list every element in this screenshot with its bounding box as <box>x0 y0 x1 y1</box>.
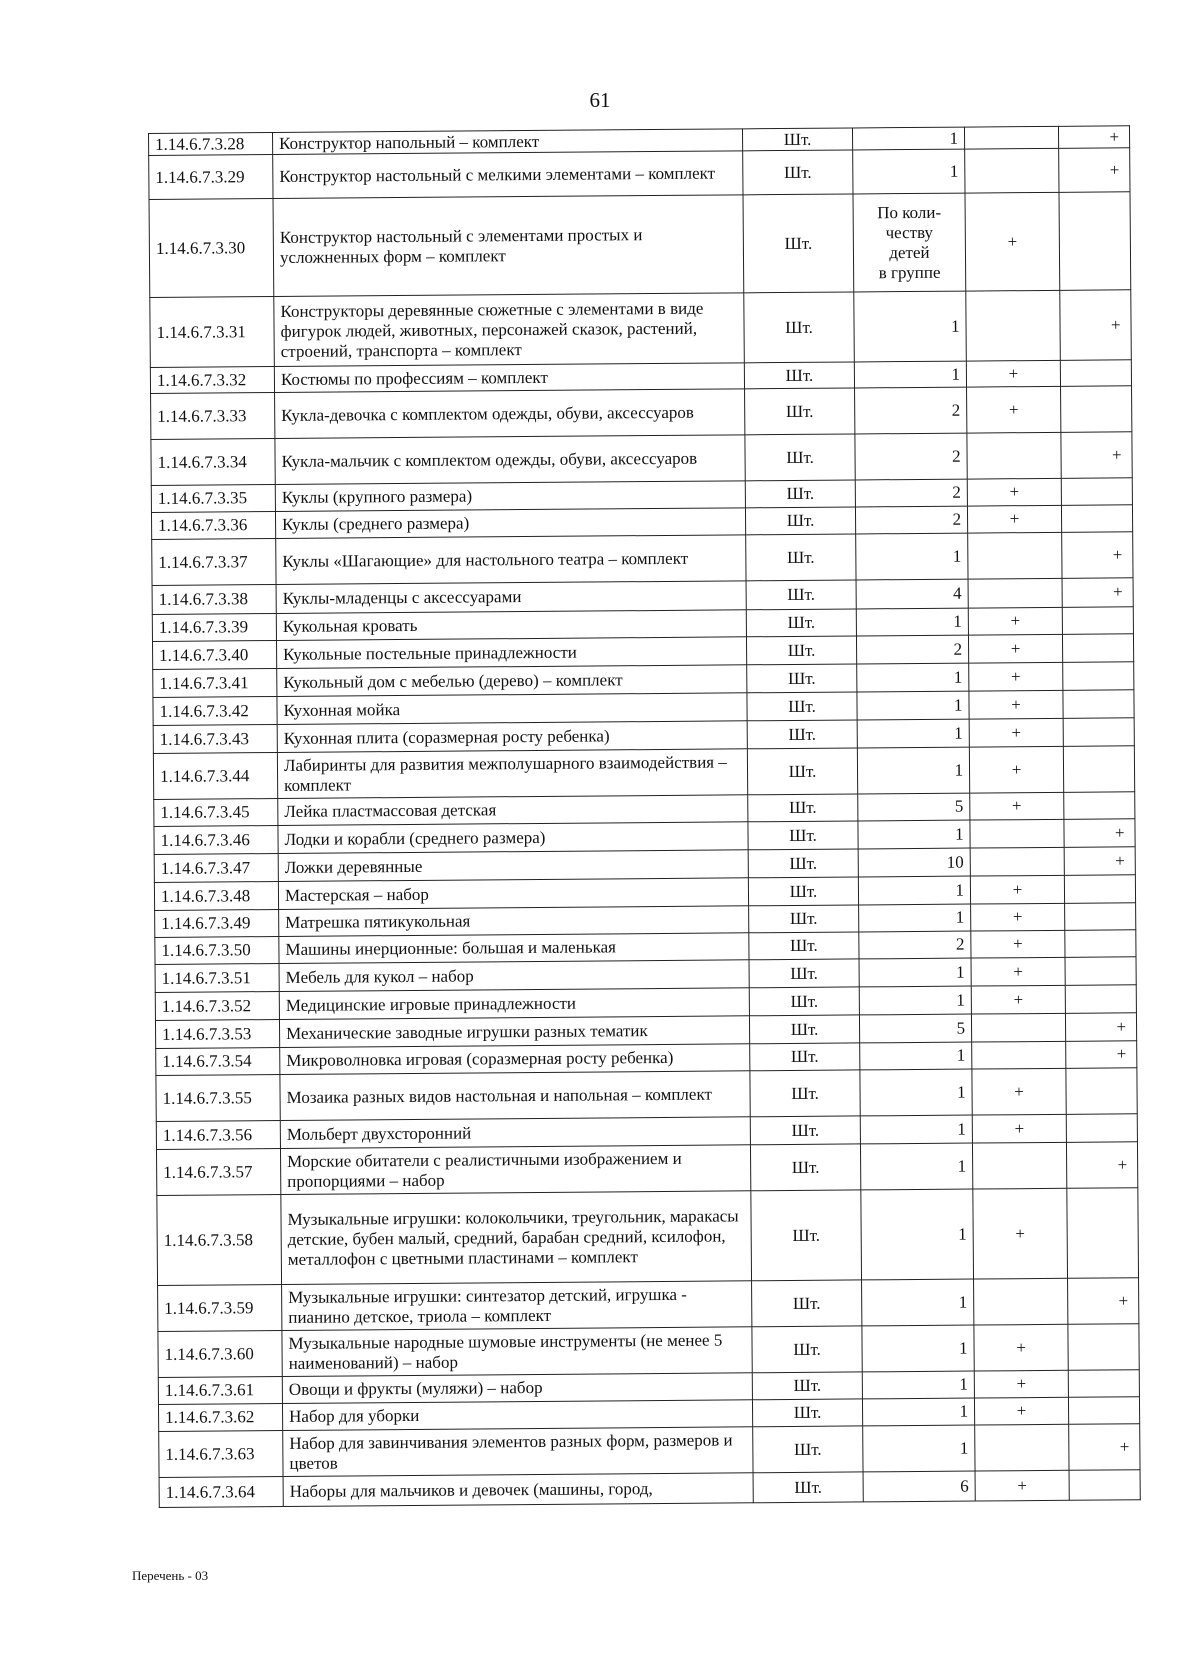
item-mark-required <box>971 1013 1065 1042</box>
item-mark-required: + <box>968 607 1062 635</box>
item-mark-required <box>968 532 1062 579</box>
item-quantity: 1 <box>852 127 964 150</box>
item-unit: Шт. <box>752 1399 862 1427</box>
table-row <box>156 1142 1137 1196</box>
item-code: 1.14.6.7.3.33 <box>151 393 275 440</box>
item-mark-required <box>970 819 1064 848</box>
item-name: Кухонная мойка <box>277 693 747 725</box>
item-mark-optional <box>1069 1470 1140 1501</box>
item-quantity: 1 <box>863 1425 975 1472</box>
item-quantity: 1 <box>862 1279 974 1326</box>
item-mark-required: + <box>971 903 1065 931</box>
item-unit: Шт. <box>750 1043 860 1071</box>
item-mark-optional <box>1062 607 1133 635</box>
item-name: Медицинские игровые принадлежности <box>279 988 749 1020</box>
item-mark-required: + <box>974 1397 1068 1425</box>
item-quantity: 4 <box>856 579 968 609</box>
item-quantity: 1 <box>860 1042 972 1070</box>
item-quantity: 1 <box>854 361 966 388</box>
item-unit: Шт. <box>751 1190 862 1281</box>
item-unit: Шт. <box>745 507 855 535</box>
item-unit: Шт. <box>742 128 852 151</box>
item-mark-optional <box>1061 478 1132 506</box>
item-name: Конструктор напольный – комплект <box>273 129 743 155</box>
item-name: Набор для уборки <box>282 1400 752 1431</box>
item-unit: Шт. <box>744 362 854 389</box>
table-row <box>153 746 1134 800</box>
item-name: Овощи и фрукты (муляжи) – набор <box>282 1373 752 1404</box>
item-mark-optional <box>1059 192 1131 291</box>
item-quantity: 1 <box>862 1398 974 1426</box>
item-name: Микроволновка игровая (соразмерная росту ребенка) <box>280 1044 750 1075</box>
item-code: 1.14.6.7.3.34 <box>151 439 275 486</box>
item-name: Конструктор настольный с элементами простых и усложненных форм – комплект <box>273 195 744 297</box>
item-mark-optional <box>1068 1370 1139 1398</box>
item-code: 1.14.6.7.3.55 <box>156 1074 280 1121</box>
page-number: 61 <box>589 88 611 112</box>
item-quantity: 1 <box>860 1069 972 1116</box>
item-mark-required: + <box>967 478 1061 506</box>
item-quantity: 1 <box>853 149 965 194</box>
item-code: 1.14.6.7.3.35 <box>151 485 275 513</box>
item-mark-required: + <box>973 1188 1068 1279</box>
item-name: Куклы (среднего размера) <box>275 508 745 539</box>
item-unit: Шт. <box>747 720 857 749</box>
item-name: Лабиринты для развития межполушарного взаимодействия – комплект <box>277 749 747 799</box>
table-row <box>159 1424 1140 1478</box>
item-mark-required: + <box>974 1370 1068 1398</box>
item-unit: Шт. <box>748 849 858 878</box>
item-mark-optional <box>1063 690 1134 719</box>
item-name: Ложки деревянные <box>278 850 748 882</box>
item-mark-required: + <box>967 386 1061 433</box>
item-mark-optional <box>1065 957 1136 986</box>
item-unit: Шт. <box>745 480 855 508</box>
item-mark-required <box>972 1041 1066 1069</box>
item-name: Лейка пластмассовая детская <box>278 795 748 826</box>
item-unit: Шт. <box>753 1426 863 1473</box>
item-code: 1.14.6.7.3.54 <box>156 1047 280 1075</box>
item-name: Музыкальные игрушки: синтезатор детский, игрушка - пианино детское, триола – комплект <box>282 1281 752 1331</box>
item-mark-required <box>970 847 1064 876</box>
item-code: 1.14.6.7.3.58 <box>157 1194 282 1285</box>
item-unit: Шт. <box>753 1472 863 1503</box>
item-code: 1.14.6.7.3.45 <box>154 799 278 827</box>
item-unit: Шт. <box>749 905 859 933</box>
item-quantity: 1 <box>857 691 969 720</box>
item-mark-optional <box>1060 360 1131 387</box>
item-unit: Шт. <box>749 1015 859 1044</box>
item-mark-optional: + <box>1066 1041 1137 1069</box>
item-unit: Шт. <box>747 748 857 795</box>
item-name: Машины инерционные: большая и маленькая <box>279 933 749 964</box>
item-quantity: 1 <box>857 719 969 748</box>
item-code: 1.14.6.7.3.28 <box>149 133 273 156</box>
item-mark-required: + <box>971 957 1065 986</box>
item-code: 1.14.6.7.3.37 <box>152 539 276 586</box>
item-quantity: 2 <box>855 479 967 507</box>
item-quantity: 1 <box>859 986 971 1015</box>
table-row <box>158 1324 1139 1378</box>
item-quantity: 1 <box>858 876 970 905</box>
item-mark-optional <box>1064 875 1135 904</box>
item-unit: Шт. <box>749 932 859 960</box>
item-unit: Шт. <box>745 434 855 481</box>
item-unit: Шт. <box>743 194 854 293</box>
item-code: 1.14.6.7.3.42 <box>153 697 277 726</box>
item-unit: Шт. <box>749 959 859 988</box>
item-quantity: 1 <box>860 1115 972 1144</box>
item-mark-optional: + <box>1066 1142 1137 1189</box>
item-quantity: 10 <box>858 848 970 877</box>
item-unit: Шт. <box>750 1116 860 1145</box>
item-code: 1.14.6.7.3.31 <box>150 297 275 368</box>
item-unit: Шт. <box>746 609 856 637</box>
table-row <box>157 1188 1139 1286</box>
item-name: Куклы-младенцы с аксессуарами <box>276 581 746 614</box>
item-mark-required: + <box>975 1470 1069 1501</box>
item-unit: Шт. <box>748 794 858 822</box>
item-quantity: 5 <box>859 1014 971 1043</box>
item-name: Механические заводные игрушки разных тематик <box>279 1016 749 1048</box>
table-row <box>152 532 1133 586</box>
item-code: 1.14.6.7.3.46 <box>154 826 278 855</box>
item-name: Куклы «Шагающие» для настольного театра – комплект <box>276 535 746 585</box>
item-unit: Шт. <box>747 692 857 721</box>
item-mark-optional: + <box>1061 432 1132 479</box>
item-quantity: 2 <box>855 387 967 434</box>
equipment-table-container <box>148 125 1140 1508</box>
item-mark-required: + <box>972 1068 1066 1115</box>
item-mark-required: + <box>966 360 1060 387</box>
item-quantity: 2 <box>859 931 971 959</box>
item-quantity: 1 <box>856 533 968 580</box>
item-quantity: 6 <box>863 1471 975 1502</box>
item-mark-required: + <box>969 718 1063 747</box>
table-row <box>150 290 1132 368</box>
item-mark-optional <box>1068 1397 1139 1425</box>
item-mark-optional <box>1065 985 1136 1014</box>
item-unit: Шт. <box>748 877 858 906</box>
item-mark-optional: + <box>1069 1424 1140 1471</box>
item-mark-optional <box>1063 662 1134 691</box>
item-mark-required: + <box>974 1324 1068 1371</box>
item-code: 1.14.6.7.3.62 <box>158 1403 282 1431</box>
item-quantity: По коли- честву детей в группе <box>853 193 966 292</box>
item-mark-required: + <box>970 792 1064 820</box>
item-mark-optional <box>1066 1114 1137 1143</box>
item-mark-optional <box>1061 505 1132 533</box>
item-mark-optional <box>1068 1324 1139 1371</box>
item-code: 1.14.6.7.3.38 <box>152 585 276 615</box>
item-name: Матрешка пятикукольная <box>279 906 749 937</box>
item-quantity: 1 <box>862 1371 974 1399</box>
item-code: 1.14.6.7.3.64 <box>159 1476 283 1507</box>
item-quantity: 2 <box>855 433 967 480</box>
item-code: 1.14.6.7.3.41 <box>153 669 277 698</box>
item-mark-optional: + <box>1062 578 1133 608</box>
item-name: Кухонная плита (соразмерная росту ребенка) <box>277 721 747 753</box>
item-name: Конструктор настольный с мелкими элементами – комплект <box>273 151 743 199</box>
item-code: 1.14.6.7.3.57 <box>156 1148 280 1195</box>
item-unit: Шт. <box>745 388 855 435</box>
item-mark-required <box>975 1424 1069 1471</box>
item-mark-required <box>965 148 1059 193</box>
table-row <box>149 192 1131 298</box>
item-mark-optional: + <box>1064 847 1135 876</box>
item-code: 1.14.6.7.3.30 <box>149 199 274 298</box>
footer-document-id: Перечень - 03 <box>132 1568 209 1583</box>
item-mark-optional: + <box>1060 290 1132 361</box>
item-quantity: 5 <box>858 793 970 821</box>
item-name: Кукла-девочка с комплектом одежды, обуви, аксессуаров <box>275 389 745 439</box>
item-code: 1.14.6.7.3.63 <box>159 1430 283 1477</box>
item-mark-optional <box>1066 1068 1137 1115</box>
item-mark-required: + <box>969 746 1063 793</box>
item-name: Куклы (крупного размера) <box>275 481 745 512</box>
item-code: 1.14.6.7.3.40 <box>152 641 276 670</box>
item-mark-optional: + <box>1064 819 1135 848</box>
item-code: 1.14.6.7.3.49 <box>155 909 279 937</box>
item-quantity: 1 <box>860 1143 972 1190</box>
item-mark-required: + <box>971 930 1065 958</box>
item-mark-optional <box>1063 718 1134 747</box>
item-mark-optional <box>1065 930 1136 958</box>
item-mark-optional <box>1062 634 1133 663</box>
item-unit: Шт. <box>752 1326 862 1373</box>
item-name: Мозаика разных видов настольная и напольная – комплект <box>280 1071 750 1121</box>
item-code: 1.14.6.7.3.44 <box>153 753 277 800</box>
item-code: 1.14.6.7.3.48 <box>154 881 278 910</box>
item-mark-optional: + <box>1065 1013 1136 1042</box>
item-mark-optional: + <box>1059 148 1130 193</box>
item-code: 1.14.6.7.3.32 <box>150 367 274 394</box>
item-unit: Шт. <box>747 664 857 693</box>
item-quantity: 1 <box>857 747 969 794</box>
item-name: Конструкторы деревянные сюжетные с элементами в виде фигурок людей, животных, персонажей сказок, растений, строений, транспорта – комплект <box>274 293 745 367</box>
item-name: Костюмы по профессиям – комплект <box>274 363 744 393</box>
item-name: Мебель для кукол – набор <box>279 960 749 992</box>
item-name: Музыкальные игрушки: колокольчики, треугольник, маракасы детские, бубен малый, средний, барабан средний, ксилофон, металлофон с цветными пластинами – комплект <box>281 1191 752 1285</box>
item-mark-optional <box>1063 746 1134 793</box>
item-unit: Шт. <box>744 292 855 363</box>
item-mark-optional <box>1067 1188 1139 1279</box>
item-unit: Шт. <box>752 1372 862 1400</box>
item-mark-required: + <box>972 1114 1066 1143</box>
item-quantity: 1 <box>857 663 969 692</box>
item-name: Мастерская – набор <box>278 878 748 910</box>
item-name: Кукольная кровать <box>276 610 746 641</box>
item-unit: Шт. <box>746 636 856 665</box>
item-code: 1.14.6.7.3.53 <box>155 1019 279 1048</box>
item-unit: Шт. <box>748 821 858 850</box>
item-unit: Шт. <box>746 580 856 610</box>
item-code: 1.14.6.7.3.52 <box>155 991 279 1020</box>
item-name: Музыкальные народные шумовые инструменты (не менее 5 наименований) – набор <box>282 1327 752 1377</box>
item-quantity: 1 <box>858 820 970 849</box>
item-quantity: 2 <box>855 506 967 534</box>
item-mark-required: + <box>968 634 1062 663</box>
item-code: 1.14.6.7.3.51 <box>155 963 279 992</box>
item-quantity: 2 <box>856 635 968 664</box>
item-unit: Шт. <box>750 1144 860 1191</box>
item-quantity: 1 <box>859 904 971 932</box>
item-name: Набор для завинчивания элементов разных форм, размеров и цветов <box>283 1427 753 1477</box>
item-unit: Шт. <box>749 987 859 1016</box>
table-row <box>149 148 1130 200</box>
item-mark-required: + <box>970 875 1064 904</box>
table-row <box>151 432 1132 486</box>
item-code: 1.14.6.7.3.43 <box>153 725 277 754</box>
item-mark-required: + <box>969 662 1063 691</box>
item-code: 1.14.6.7.3.50 <box>155 936 279 964</box>
equipment-table <box>148 125 1141 1508</box>
item-mark-required: + <box>967 505 1061 533</box>
item-code: 1.14.6.7.3.29 <box>149 155 273 200</box>
table-row <box>151 386 1132 440</box>
item-code: 1.14.6.7.3.60 <box>158 1330 282 1377</box>
item-code: 1.14.6.7.3.39 <box>152 614 276 642</box>
item-unit: Шт. <box>746 534 856 581</box>
item-name: Наборы для мальчиков и девочек (машины, город, <box>283 1473 753 1507</box>
item-mark-required <box>966 290 1061 361</box>
item-mark-optional: + <box>1058 126 1129 149</box>
item-mark-required <box>964 126 1058 149</box>
item-quantity: 1 <box>856 608 968 636</box>
item-name: Мольберт двухсторонний <box>280 1117 750 1149</box>
item-code: 1.14.6.7.3.59 <box>158 1284 282 1331</box>
item-mark-required: + <box>971 985 1065 1014</box>
item-unit: Шт. <box>743 150 853 195</box>
item-name: Кукольный дом с мебелью (дерево) – комплект <box>277 665 747 697</box>
item-name: Кукла-мальчик с комплектом одежды, обуви, аксессуаров <box>275 435 745 485</box>
item-mark-required <box>968 578 1062 608</box>
table-row <box>159 1470 1140 1508</box>
item-mark-optional <box>1061 386 1132 433</box>
item-unit: Шт. <box>750 1070 860 1117</box>
item-mark-required <box>967 432 1061 479</box>
item-mark-optional: + <box>1068 1278 1139 1325</box>
item-mark-required <box>974 1278 1068 1325</box>
item-mark-required: + <box>969 690 1063 719</box>
item-unit: Шт. <box>752 1280 862 1327</box>
table-row <box>156 1068 1137 1122</box>
item-name: Морские обитатели с реалистичными изображением и пропорциями – набор <box>280 1145 750 1195</box>
item-code: 1.14.6.7.3.61 <box>158 1376 282 1404</box>
item-mark-optional <box>1064 792 1135 820</box>
equipment-table-body <box>149 126 1141 1508</box>
table-row <box>158 1278 1139 1332</box>
item-name: Кукольные постельные принадлежности <box>276 637 746 669</box>
item-mark-optional: + <box>1062 532 1133 579</box>
item-mark-required: + <box>965 192 1060 291</box>
item-mark-required <box>972 1142 1066 1189</box>
item-code: 1.14.6.7.3.56 <box>156 1120 280 1149</box>
item-code: 1.14.6.7.3.47 <box>154 853 278 882</box>
item-quantity: 1 <box>862 1325 974 1372</box>
item-quantity: 1 <box>859 958 971 987</box>
item-quantity: 1 <box>861 1189 974 1280</box>
item-quantity: 1 <box>854 291 967 362</box>
item-name: Лодки и корабли (среднего размера) <box>278 822 748 854</box>
item-code: 1.14.6.7.3.36 <box>151 512 275 540</box>
item-mark-optional <box>1065 903 1136 931</box>
